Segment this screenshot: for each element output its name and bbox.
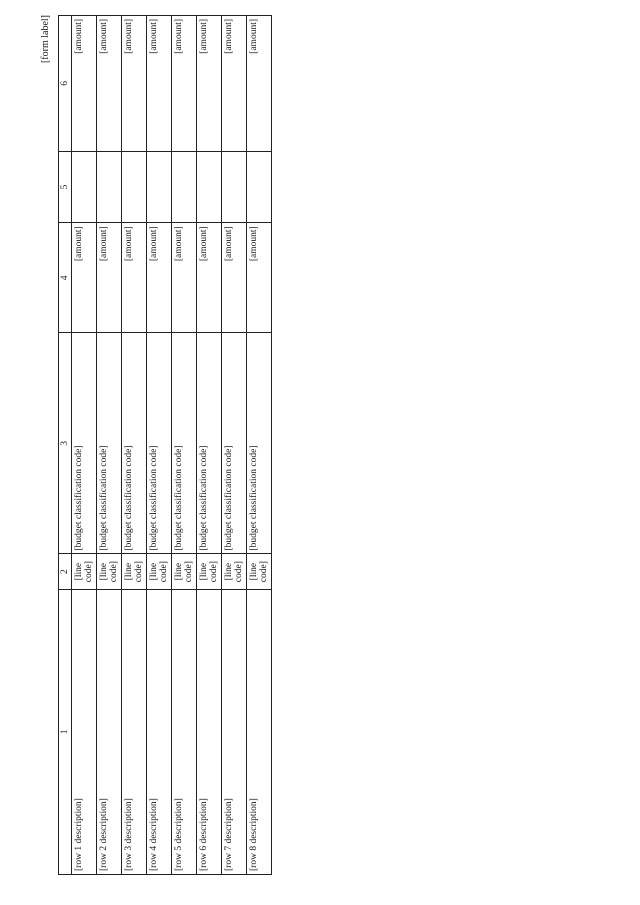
- row-classification-code-cell: [budget classification code]: [172, 333, 197, 554]
- table-row: [97, 16, 122, 875]
- row-line-code-cell: [line code]: [197, 554, 222, 589]
- row-amount-col5-cell: [172, 151, 197, 223]
- row-name-cell: [row 4 description]: [147, 589, 172, 874]
- row-amount-col5-cell: [147, 151, 172, 223]
- row-amount-col6-cell: [amount]: [147, 16, 172, 152]
- row-amount-col5-cell: [197, 151, 222, 223]
- table-row: [72, 16, 97, 875]
- row-classification-code-cell: [budget classification code]: [122, 333, 147, 554]
- table-row: [197, 16, 222, 875]
- row-name-cell: [row 3 description]: [122, 589, 147, 874]
- header-col-2: 2: [59, 554, 72, 589]
- header-row: [59, 16, 72, 875]
- row-amount-col4-cell: [amount]: [147, 223, 172, 333]
- row-classification-code-cell: [budget classification code]: [147, 333, 172, 554]
- row-line-code-cell: [line code]: [72, 554, 97, 589]
- row-amount-col4-cell: [amount]: [172, 223, 197, 333]
- header-col-5: 5: [59, 151, 72, 223]
- row-name-cell: [row 5 description]: [172, 589, 197, 874]
- row-line-code-cell: [line code]: [97, 554, 122, 589]
- form-label: [form label]: [40, 15, 51, 64]
- header-col-1: 1: [59, 589, 72, 874]
- table-row: [172, 16, 197, 875]
- row-name-cell: [row 6 description]: [197, 589, 222, 874]
- row-line-code-cell: [line code]: [222, 554, 247, 589]
- row-amount-col5-cell: [247, 151, 272, 223]
- row-name-cell: [row 8 description]: [247, 589, 272, 874]
- row-amount-col4-cell: [amount]: [97, 223, 122, 333]
- row-classification-code-cell: [budget classification code]: [222, 333, 247, 554]
- table-row: [222, 16, 247, 875]
- row-amount-col5-cell: [122, 151, 147, 223]
- row-classification-code-cell: [budget classification code]: [72, 333, 97, 554]
- row-amount-col4-cell: [amount]: [72, 223, 97, 333]
- table-row: [247, 16, 272, 875]
- row-line-code-cell: [line code]: [122, 554, 147, 589]
- row-amount-col6-cell: [amount]: [72, 16, 97, 152]
- header-col-4: 4: [59, 223, 72, 333]
- row-amount-col6-cell: [amount]: [247, 16, 272, 152]
- table-row: [122, 16, 147, 875]
- row-amount-col4-cell: [amount]: [122, 223, 147, 333]
- row-amount-col5-cell: [222, 151, 247, 223]
- table-row: [147, 16, 172, 875]
- row-amount-col4-cell: [amount]: [222, 223, 247, 333]
- budget-table: [58, 15, 272, 875]
- table-body: [72, 16, 272, 875]
- row-name-cell: [row 1 description]: [72, 589, 97, 874]
- row-amount-col4-cell: [amount]: [197, 223, 222, 333]
- row-amount-col6-cell: [amount]: [122, 16, 147, 152]
- row-amount-col4-cell: [amount]: [247, 223, 272, 333]
- row-line-code-cell: [line code]: [172, 554, 197, 589]
- row-name-cell: [row 7 description]: [222, 589, 247, 874]
- row-amount-col6-cell: [amount]: [222, 16, 247, 152]
- row-classification-code-cell: [budget classification code]: [97, 333, 122, 554]
- row-amount-col5-cell: [97, 151, 122, 223]
- header-col-3: 3: [59, 333, 72, 554]
- row-classification-code-cell: [budget classification code]: [247, 333, 272, 554]
- rotated-content: [40, 15, 600, 875]
- row-amount-col6-cell: [amount]: [97, 16, 122, 152]
- row-amount-col6-cell: [amount]: [197, 16, 222, 152]
- header-col-6: 6: [59, 16, 72, 152]
- row-amount-col5-cell: [72, 151, 97, 223]
- row-name-cell: [row 2 description]: [97, 589, 122, 874]
- row-classification-code-cell: [budget classification code]: [197, 333, 222, 554]
- row-line-code-cell: [line code]: [247, 554, 272, 589]
- row-line-code-cell: [line code]: [147, 554, 172, 589]
- row-amount-col6-cell: [amount]: [172, 16, 197, 152]
